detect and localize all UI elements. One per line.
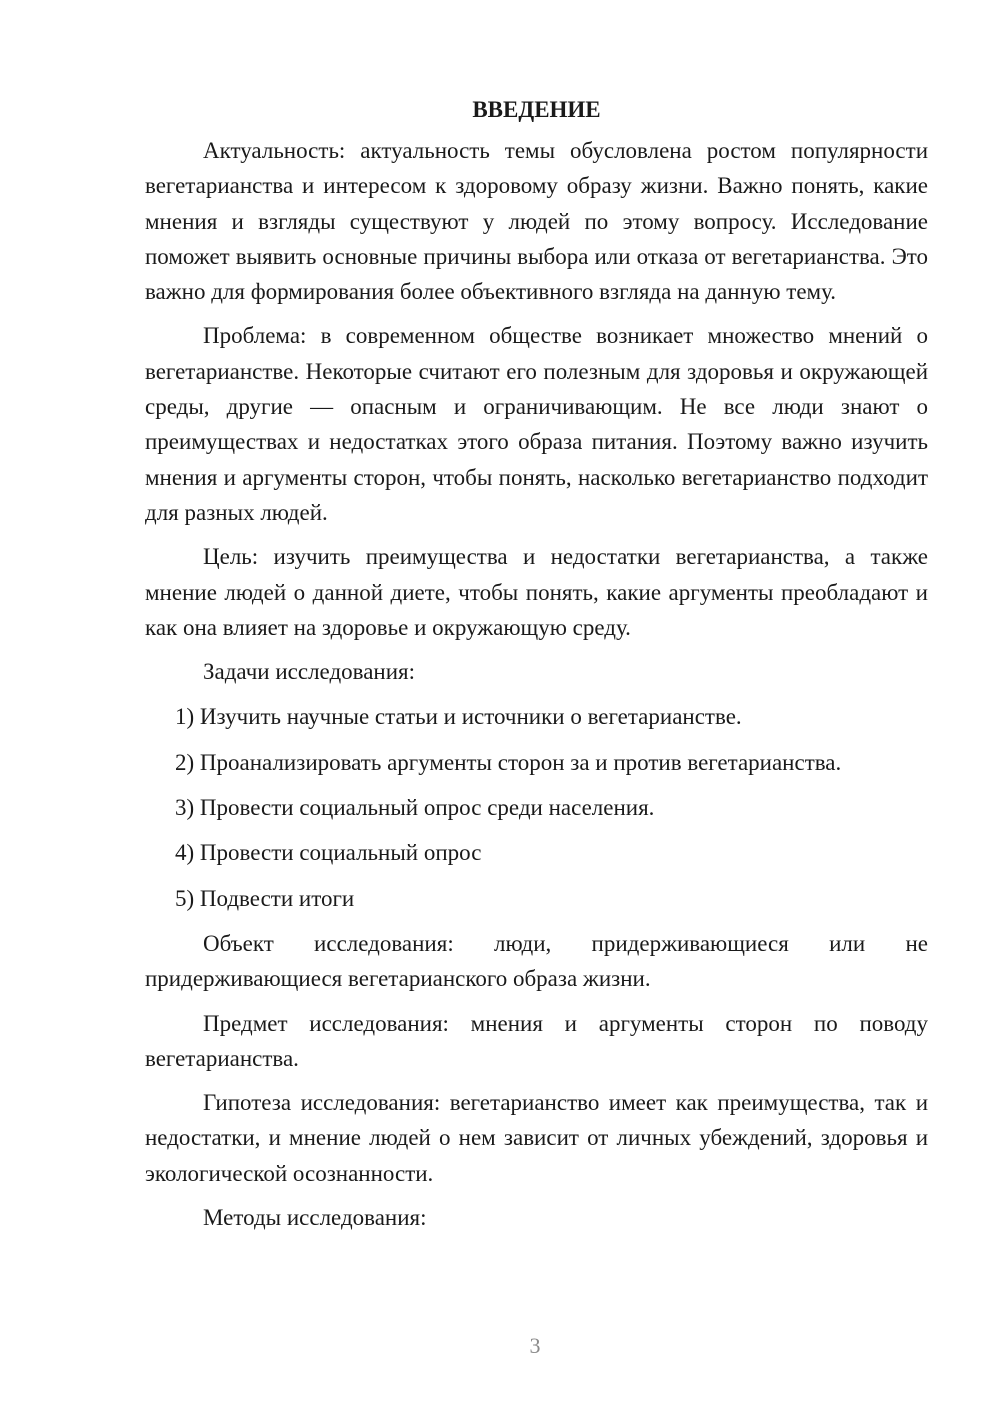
tasks-list xyxy=(145,699,928,915)
goal-paragraph: Цель: изучить преимущества и недостатки вегетарианства, а также мнение людей о данной диете, чтобы понять, какие аргументы преобладают и как она влияет на здоровье и окружающую среду. xyxy=(145,544,928,640)
task-item-4: 4) Провести социальный опрос xyxy=(175,840,482,866)
relevance-paragraph: Актуальность: актуальность темы обусловлена ростом популярности вегетарианства и интересом к здоровому образу жизни. Важно понять, какие мнения и взгляды существуют у людей по этому вопросу. Исследование поможет выявить основные причины выбора или отказа от вегетарианства. Это важно для формирования более объективного взгляда на данную тему. xyxy=(145,138,928,305)
problem-paragraph: Проблема: в современном обществе возникает множество мнений о вегетарианстве. Некоторые считают его полезным для здоровья и окружающей среды, другие — опасным и ограничивающим. Не все люди знают о преимуществах и недостатках этого образа питания. Поэтому важно изучить мнения и аргументы сторон, чтобы понять, насколько вегетарианство подходит для разных людей. xyxy=(145,323,928,525)
object-paragraph: Объект исследования: люди, придерживающиеся или не придерживающиеся вегетарианского образа жизни. xyxy=(145,930,928,992)
hypothesis-paragraph: Гипотеза исследования: вегетарианство имеет как преимущества, так и недостатки, и мнение людей о нем зависит от личных убеждений, здоровья и экологической осознанности. xyxy=(145,1090,928,1186)
task-item-5: 5) Подвести итоги xyxy=(175,885,355,911)
section-title: ВВЕДЕНИЕ xyxy=(472,97,601,122)
task-item-3: 3) Провести социальный опрос среди населения. xyxy=(175,795,655,821)
page-content xyxy=(145,92,928,1244)
tasks-heading: Задачи исследования: xyxy=(203,659,416,685)
task-item-1: 1) Изучить научные статьи и источники о вегетарианстве. xyxy=(175,704,742,730)
page-number: 3 xyxy=(529,1333,541,1358)
methods-heading: Методы исследования: xyxy=(203,1205,427,1231)
subject-paragraph: Предмет исследования: мнения и аргументы сторон по поводу вегетарианства. xyxy=(145,1010,928,1071)
task-item-2: 2) Проанализировать аргументы сторон за и против вегетарианства. xyxy=(175,749,842,775)
